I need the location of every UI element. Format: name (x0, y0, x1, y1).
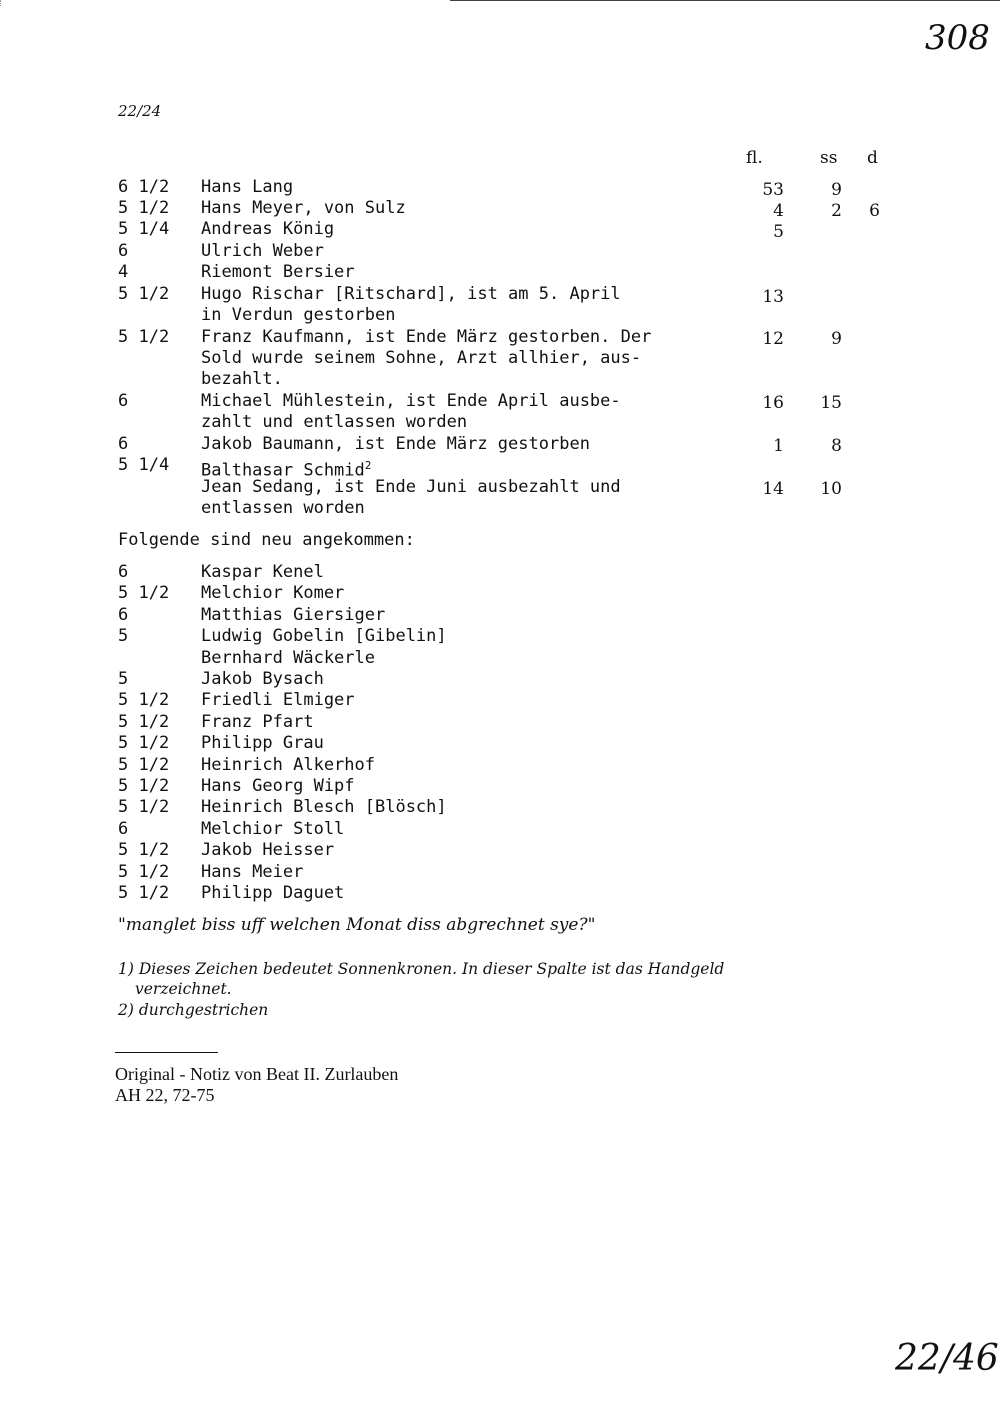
arrival-name: Kaspar Kenel (201, 562, 324, 582)
footnote-2: 2) durchgestrichen (118, 1001, 269, 1019)
arrival-name: Philipp Grau (201, 733, 324, 753)
arrival-name: Jakob Heisser (201, 840, 335, 860)
entry-fraction: 4 (118, 262, 129, 282)
entry-fraction: 6 (118, 391, 129, 411)
entry-ss: 15 (820, 393, 842, 413)
arrival-name: Hans Meier (201, 862, 304, 882)
handwritten-archive-number: 22/46 (895, 1338, 999, 1379)
entry-fraction: 5 1/2 (118, 198, 170, 218)
entry-name: Michael Mühlestein, ist Ende April ausbe- (201, 391, 621, 411)
entry-fl: 53 (762, 180, 784, 200)
source-reference: AH 22, 72-75 (115, 1085, 215, 1105)
arrival-fraction: 5 1/2 (118, 690, 170, 710)
entry-name-continued: Sold wurde seinem Sohne, Arzt allhier, aus- (201, 348, 642, 368)
entry-name-continued: entlassen worden (201, 498, 365, 518)
source-note: Original - Notiz von Beat II. Zurlauben (115, 1064, 399, 1084)
arrival-name: Friedli Elmiger (201, 690, 355, 710)
arrival-fraction: 5 (118, 626, 129, 646)
document-reference: 22/24 (118, 102, 162, 120)
entry-fraction: 6 (118, 241, 129, 261)
footnote-separator (115, 1052, 218, 1053)
footnote-1-continued: verzeichnet. (135, 980, 232, 998)
arrival-name: Matthias Giersiger (201, 605, 386, 625)
entry-fl: 13 (762, 287, 784, 307)
entry-fl: 4 (773, 201, 784, 221)
entry-fraction: 5 1/2 (118, 327, 170, 347)
entry-d: 6 (869, 201, 880, 221)
left-edge-mark (0, 0, 1, 6)
entry-name-continued: zahlt und entlassen worden (201, 412, 468, 432)
entry-fraction: 5 1/4 (118, 455, 170, 475)
footnote-1: 1) Dieses Zeichen bedeutet Sonnenkronen. In dieser Spalte ist das Handgeld (118, 960, 725, 978)
entry-ss: 10 (820, 479, 842, 499)
arrival-name: Jakob Bysach (201, 669, 324, 689)
new-arrivals-heading: Folgende sind neu angekommen: (118, 530, 415, 550)
entry-fl: 14 (762, 479, 784, 499)
entry-name: Jakob Baumann, ist Ende März gestorben (201, 434, 590, 454)
entry-fraction: 6 (118, 434, 129, 454)
arrival-fraction: 5 1/2 (118, 776, 170, 796)
entry-ss: 2 (831, 201, 842, 221)
entry-fl: 16 (762, 393, 784, 413)
arrival-fraction: 5 1/2 (118, 883, 170, 903)
entry-name: Balthasar Schmid$^2$ (201, 459, 372, 481)
arrival-fraction: 5 1/2 (118, 840, 170, 860)
entry-name: Andreas König (201, 219, 335, 239)
arrival-fraction: 5 1/2 (118, 755, 170, 775)
arrival-name: Melchior Komer (201, 583, 345, 603)
arrival-name: Heinrich Blesch [Blösch] (201, 797, 447, 817)
arrival-fraction: 6 (118, 562, 129, 582)
entry-name-continued: in Verdun gestorben (201, 305, 396, 325)
arrival-fraction: 5 1/2 (118, 733, 170, 753)
arrival-name: Franz Pfart (201, 712, 314, 732)
arrival-fraction: 5 1/2 (118, 862, 170, 882)
entry-ss: 9 (831, 329, 842, 349)
arrival-fraction: 5 1/2 (118, 583, 170, 603)
entry-fraction: 5 1/2 (118, 284, 170, 304)
entry-name: Ulrich Weber (201, 241, 324, 261)
entry-name: Hans Lang (201, 177, 294, 197)
handwritten-page-number: 308 (925, 18, 990, 58)
arrival-name: Philipp Daguet (201, 883, 345, 903)
entry-fl: 1 (773, 436, 784, 456)
entry-fraction: 5 1/4 (118, 219, 170, 239)
footnote-marker: 2 (364, 459, 372, 472)
arrival-fraction: 5 (118, 669, 129, 689)
column-header-d: d (867, 148, 878, 168)
entry-name: Hans Meyer, von Sulz (201, 198, 406, 218)
column-header-ss: ss (820, 148, 838, 168)
entry-name: Hugo Rischar [Ritschard], ist am 5. April (201, 284, 621, 304)
top-border-line (450, 0, 1000, 1)
arrival-name: Melchior Stoll (201, 819, 345, 839)
arrival-name: Bernhard Wäckerle (201, 648, 375, 668)
entry-fl: 12 (762, 329, 784, 349)
entry-name: Jean Sedang, ist Ende Juni ausbezahlt und (201, 477, 621, 497)
entry-fl: 5 (773, 222, 784, 242)
entry-fraction: 6 1/2 (118, 177, 170, 197)
historical-quote: "manglet biss uff welchen Monat diss abgrechnet sye?" (118, 915, 596, 935)
arrival-fraction: 5 1/2 (118, 797, 170, 817)
arrival-fraction: 5 1/2 (118, 712, 170, 732)
entry-ss: 9 (831, 180, 842, 200)
entry-ss: 8 (831, 436, 842, 456)
column-header-fl: fl. (746, 148, 763, 168)
entry-name: Franz Kaufmann, ist Ende März gestorben. Der (201, 327, 652, 347)
entry-name-continued: bezahlt. (201, 369, 283, 389)
arrival-fraction: 6 (118, 605, 129, 625)
entry-name: Riemont Bersier (201, 262, 355, 282)
arrival-fraction: 6 (118, 819, 129, 839)
arrival-name: Heinrich Alkerhof (201, 755, 375, 775)
arrival-name: Hans Georg Wipf (201, 776, 355, 796)
arrival-name: Ludwig Gobelin [Gibelin] (201, 626, 447, 646)
